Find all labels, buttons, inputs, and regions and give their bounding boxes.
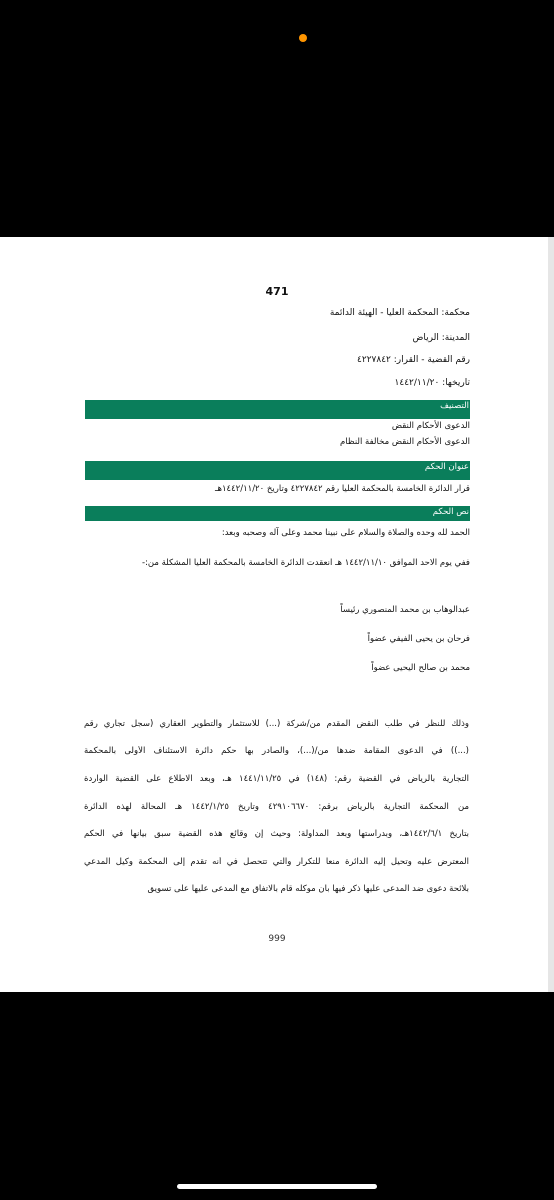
classification-header: التصنيف <box>440 401 469 411</box>
page-number-top: 471 <box>265 285 289 298</box>
classification-header-bar <box>85 400 470 419</box>
paragraph-line: بتاريخ ١٤٤٢/٦/١هـ، وبدراستها وبعد المداولة: وحيث إن وقائع هذه القضية سبق بيانها في الحكم <box>84 829 469 839</box>
ruling-text-header-bar <box>85 506 470 521</box>
date-line: تاريخها: ١٤٤٢/١١/٢٠ <box>394 378 470 388</box>
member-line: عبدالوهاب بن محمد المنصوري رئيساً <box>340 605 470 615</box>
document-page[interactable] <box>0 237 554 992</box>
member-line: فرحان بن يحيى الفيفي عضواً <box>367 634 470 644</box>
paragraph-line: التجارية بالرياض في القضية رقم: (١٤٨) في ١٤٤١/١١/٢٥ هـ، وبعد الاطلاع على القضية الواردة <box>84 774 469 784</box>
ruling-title-header-bar <box>85 461 470 480</box>
ruling-title-header: عنوان الحكم <box>424 462 469 472</box>
page-edge-divider <box>548 237 554 992</box>
member-line: محمد بن صالح اليحيى عضواً <box>371 663 470 673</box>
paragraph-line: وذلك للنظر في طلب النقض المقدم من/شركة (...) للاستثمار والتطوير العقاري (سجل تجاري رقم <box>84 719 469 729</box>
ruling-title-text: قرار الدائرة الخامسة بالمحكمة العليا رقم ٤٢٢٧٨٤٢ وتاريخ ١٤٤٢/١١/٢٠هـ <box>214 484 470 494</box>
recording-indicator-dot <box>299 34 307 42</box>
case-number-line: رقم القضية - القرار: ٤٢٢٧٨٤٢ <box>357 355 470 365</box>
classification-line: الدعوى الأحكام النقض <box>391 421 470 431</box>
paragraph-line: بلائحة دعوى ضد المدعى عليها ذكر فيها بأن موكله قام بالاتفاق مع المدعى عليها على تسويق <box>147 884 469 894</box>
opening-line: الحمد لله وحده والصلاة والسلام على نبينا محمد وعلى آله وصحبه وبعد: <box>221 528 470 538</box>
court-line: محكمة: المحكمة العليا - الهيئة الدائمة <box>329 308 470 318</box>
session-line: ففي يوم الاحد الموافق ١٤٤٢/١١/١٠ هـ انعقدت الدائرة الخامسة بالمحكمة العليا المشكلة من:- <box>141 558 470 568</box>
paragraph-line: المعترض عليه وتحيل إليه الدائرة منعاً للتكرار والتي تتحصل في أنه تقدم إلى المحكمة وكيل المدعي <box>84 857 469 867</box>
ruling-text-header: نص الحكم <box>432 507 469 517</box>
home-indicator-bar[interactable] <box>177 1184 377 1189</box>
city-line: المدينة: الرياض <box>412 333 470 343</box>
paragraph-line: من المحكمة التجارية بالرياض برقم: ٤٢٩١٠٦٦٧٠ وتاريخ ١٤٤٢/١/٢٥ هـ المحالة لهذه الدائرة <box>84 802 469 812</box>
classification-line: الدعوى الأحكام النقض مخالفة النظام <box>340 437 470 447</box>
paragraph-line: (...)) في الدعوى المقامة ضدها من/(...)، والصادر بها حكم دائرة الاستئناف الأولى بالمحكمة <box>84 746 469 756</box>
footer-page-number: 999 <box>268 934 286 944</box>
